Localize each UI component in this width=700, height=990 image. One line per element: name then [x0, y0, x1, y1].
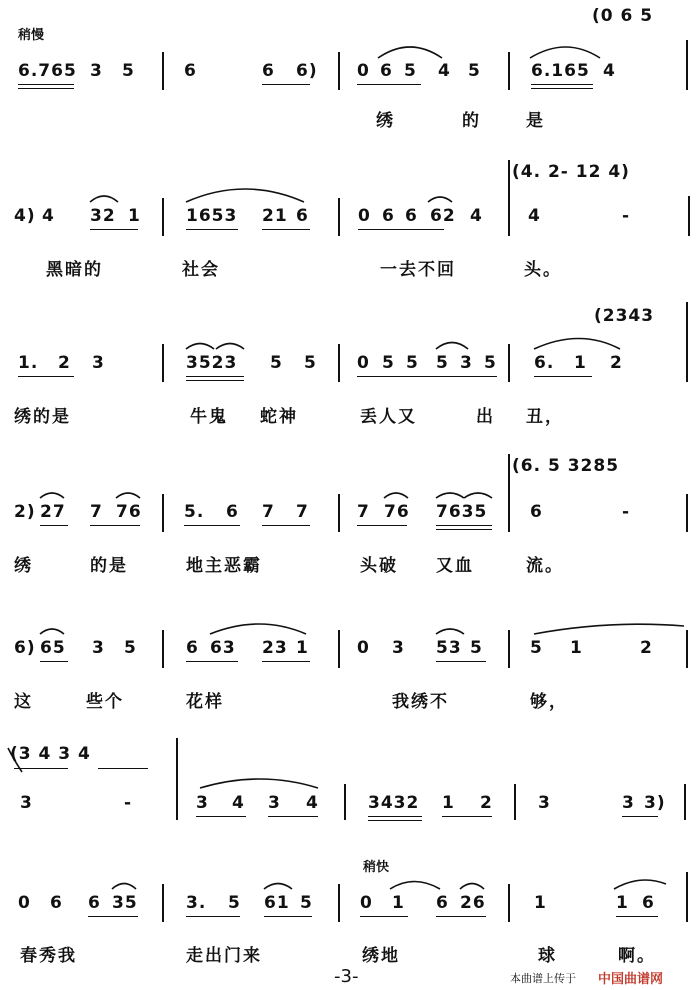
note: 65: [40, 638, 66, 658]
note: 1: [128, 206, 141, 226]
note: 6: [184, 61, 197, 81]
note: -: [622, 502, 631, 522]
lyric: 球: [538, 946, 557, 966]
slur-arc: [460, 884, 484, 890]
slur-arc: [40, 629, 64, 634]
slur-arc: [186, 344, 214, 350]
slur-arc: [384, 493, 408, 498]
note: 3: [268, 793, 281, 813]
slur-arc: [210, 624, 306, 634]
lyric: 一去不回: [380, 260, 456, 280]
note: 0: [360, 893, 373, 913]
note: 7635: [436, 502, 488, 522]
note: 3: [20, 793, 33, 813]
site-logo: 中国曲谱网: [598, 972, 664, 987]
lyric: 绣: [376, 111, 395, 131]
note: 0: [357, 353, 370, 373]
slur-arc: [200, 779, 318, 788]
note: 1: [442, 793, 455, 813]
note: 4: [603, 61, 616, 81]
note: 1: [534, 893, 547, 913]
note: 5: [270, 353, 283, 373]
lyric: 我绣不: [392, 692, 449, 712]
note: 26: [460, 893, 486, 913]
lyric: 地主恶霸: [186, 556, 262, 576]
lyric: 蛇神: [260, 407, 298, 427]
slur-arc: [8, 748, 22, 772]
note: 6: [642, 893, 655, 913]
note: 0: [357, 638, 370, 658]
slur-arc: [436, 343, 468, 350]
note: 3: [92, 353, 105, 373]
lyric: 头。: [524, 260, 562, 280]
note: 2: [640, 638, 653, 658]
upload-credit: 本曲谱上传于: [510, 972, 576, 985]
lyric: 是: [526, 111, 545, 131]
lyric: 啊。: [618, 946, 656, 966]
tempo-slow: 稍慢: [18, 28, 45, 43]
note: 5: [468, 61, 481, 81]
lyric: 社会: [182, 260, 220, 280]
lyric: 头破: [360, 556, 398, 576]
lyric: 这: [14, 692, 33, 712]
slur-arc: [112, 884, 136, 890]
slur-arc: [534, 624, 684, 634]
lyric: 绣地: [362, 946, 400, 966]
note: 4: [42, 206, 55, 226]
note: 5: [122, 61, 135, 81]
slur-arc: [40, 493, 64, 498]
note: 5: [406, 353, 419, 373]
note: 4: [306, 793, 319, 813]
note: 3): [644, 793, 666, 813]
note: 5: [470, 638, 483, 658]
note: 35: [112, 893, 138, 913]
note: 0: [18, 893, 31, 913]
note: 3: [622, 793, 635, 813]
note: 3: [90, 61, 103, 81]
lyric: 牛鬼: [190, 407, 228, 427]
note: 3.: [186, 893, 207, 913]
slur-arc: [428, 197, 452, 202]
lyric: 花样: [186, 692, 224, 712]
note: 27: [40, 502, 66, 522]
bracket-note-group: (0 6 5: [592, 6, 654, 26]
note: 6: [436, 893, 449, 913]
bracket-note-group: (2343: [594, 306, 655, 326]
note: 5: [404, 61, 417, 81]
bracket-note-group: (6. 5 3285: [512, 456, 620, 476]
note: 7: [262, 502, 275, 522]
note: 1653: [186, 206, 238, 226]
note: 6: [296, 206, 309, 226]
lyric: 黑暗的: [46, 260, 103, 280]
lyric: 丑，: [526, 407, 564, 427]
note: 6: [262, 61, 275, 81]
slur-arc: [264, 884, 292, 890]
lyric: 春秀我: [20, 946, 77, 966]
note: 1: [574, 353, 587, 373]
note: 6: [380, 61, 393, 81]
note: -: [124, 793, 133, 813]
lyric: 丢人又: [360, 407, 417, 427]
lyric: 的: [462, 111, 481, 131]
note: 76: [116, 502, 142, 522]
note: 3: [460, 353, 473, 373]
note: 6): [14, 638, 36, 658]
note: 0: [357, 61, 370, 81]
note: 3: [392, 638, 405, 658]
note: 5: [436, 353, 449, 373]
note: 6.165: [531, 61, 590, 81]
lyric: 的是: [90, 556, 128, 576]
slur-arc: [534, 339, 620, 350]
note: 6: [88, 893, 101, 913]
note: 6: [186, 638, 199, 658]
note: 53: [436, 638, 462, 658]
slur-arc: [530, 47, 600, 58]
slur-arc: [390, 882, 440, 890]
note: 1: [570, 638, 583, 658]
note: 5: [530, 638, 543, 658]
lyric: 流。: [526, 556, 564, 576]
slur-arc: [116, 493, 140, 498]
note: 6: [226, 502, 239, 522]
note: 3523: [186, 353, 238, 373]
lyric: 又血: [436, 556, 474, 576]
note: 1: [616, 893, 629, 913]
page-number: -3-: [334, 966, 359, 987]
note: 6: [50, 893, 63, 913]
note: 4: [470, 206, 483, 226]
note: 32: [90, 206, 116, 226]
note: 1: [392, 893, 405, 913]
note: 62: [430, 206, 456, 226]
lyric: 绣: [14, 556, 33, 576]
slur-arc: [378, 47, 442, 58]
slur-arc: [436, 493, 464, 498]
lyric: 些个: [86, 692, 124, 712]
note: 7: [90, 502, 103, 522]
note: 23: [262, 638, 288, 658]
note: 5: [124, 638, 137, 658]
note: 2: [58, 353, 71, 373]
lyric: 够，: [530, 692, 568, 712]
note: 5: [304, 353, 317, 373]
note: 3: [92, 638, 105, 658]
note: 6: [530, 502, 543, 522]
slur-arc: [90, 196, 118, 202]
note: 5: [228, 893, 241, 913]
note: 3: [538, 793, 551, 813]
note: 21: [262, 206, 288, 226]
note: 1: [296, 638, 309, 658]
note: 3: [196, 793, 209, 813]
slur-arc: [186, 189, 304, 202]
note: 6): [296, 61, 318, 81]
note: 5.: [184, 502, 205, 522]
slur-arc: [436, 629, 464, 634]
lyric: 走出门来: [186, 946, 262, 966]
note: 61: [264, 893, 290, 913]
note: 76: [384, 502, 410, 522]
note: 6: [405, 206, 418, 226]
note: -: [622, 206, 631, 226]
note: 4: [232, 793, 245, 813]
slur-arc: [216, 344, 244, 350]
slur-arc: [614, 880, 666, 889]
note: 3432: [368, 793, 420, 813]
tempo-fast: 稍快: [363, 860, 390, 875]
note: 1.: [18, 353, 39, 373]
note: 4: [438, 61, 451, 81]
note: 6: [382, 206, 395, 226]
note: 5: [484, 353, 497, 373]
note: 7: [296, 502, 309, 522]
note: 2: [610, 353, 623, 373]
note: 6.765: [18, 61, 77, 81]
note: 0: [358, 206, 371, 226]
note: 5: [382, 353, 395, 373]
lyric: 绣的是: [14, 407, 71, 427]
bracket-note-group: (4. 2- 12 4): [512, 162, 630, 182]
note: 4: [528, 206, 541, 226]
note: 4): [14, 206, 36, 226]
note: 5: [300, 893, 313, 913]
bracket-note-group: (3 4 3 4: [10, 744, 91, 764]
note: 2): [14, 502, 36, 522]
slur-arc: [464, 493, 492, 498]
note: 6.: [534, 353, 555, 373]
note: 2: [480, 793, 493, 813]
note: 7: [357, 502, 370, 522]
note: 63: [210, 638, 236, 658]
lyric: 出: [476, 407, 495, 427]
